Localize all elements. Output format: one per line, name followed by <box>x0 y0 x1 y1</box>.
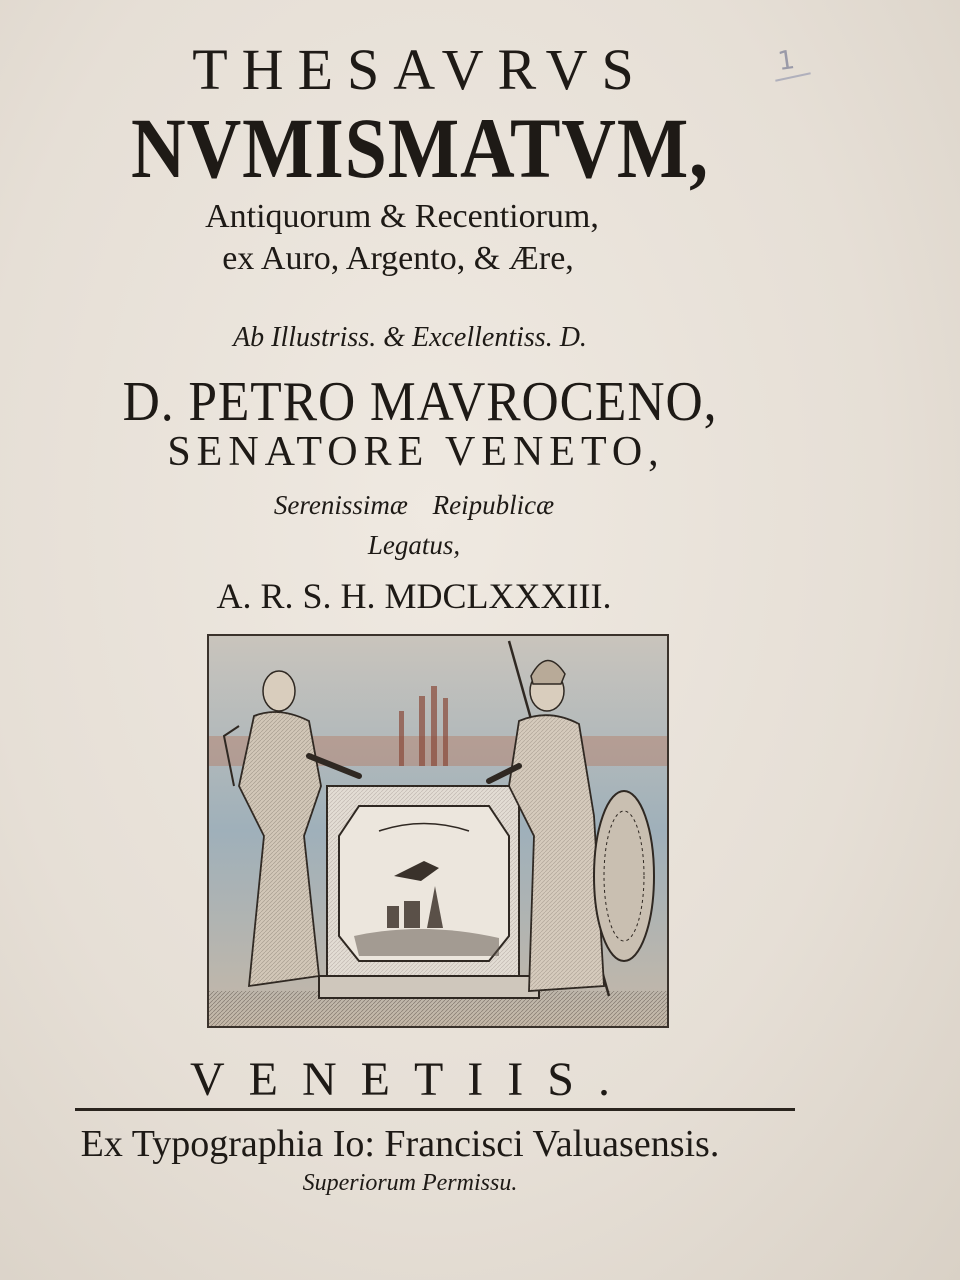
permission-line: Superiorum Permissu. <box>302 1170 518 1196</box>
pedestal <box>319 786 539 998</box>
date-line: A. R. S. H. MDCLXXXIII. <box>216 576 612 616</box>
title-thesaurus: THESAVRVS <box>192 37 648 102</box>
engraving-svg <box>209 636 667 1026</box>
imprint-place: VENETIIS. <box>190 1053 634 1106</box>
shield <box>594 791 654 961</box>
office-line-1: Serenissimæ Reipublicæ <box>273 490 555 520</box>
subtitle-line-2: ex Auro, Argento, & Ære, <box>222 240 574 277</box>
imprint-rule <box>75 1108 795 1111</box>
printer-line: Ex Typographia Io: Francisci Valuasensis. <box>80 1123 720 1165</box>
dedication-line: Ab Illustriss. & Excellentiss. D. <box>233 322 587 353</box>
author-title: SENATORE VENETO, <box>167 429 665 475</box>
engraving-illustration <box>207 634 669 1028</box>
title-numismatum: NVMISMATVM, <box>131 100 709 196</box>
office-line-2: Legatus, <box>367 530 461 560</box>
subtitle-line-1: Antiquorum & Recentiorum, <box>205 198 599 235</box>
author-name: D. PETRO MAVROCENO, <box>122 371 718 433</box>
pencil-number: 1 <box>775 44 797 78</box>
